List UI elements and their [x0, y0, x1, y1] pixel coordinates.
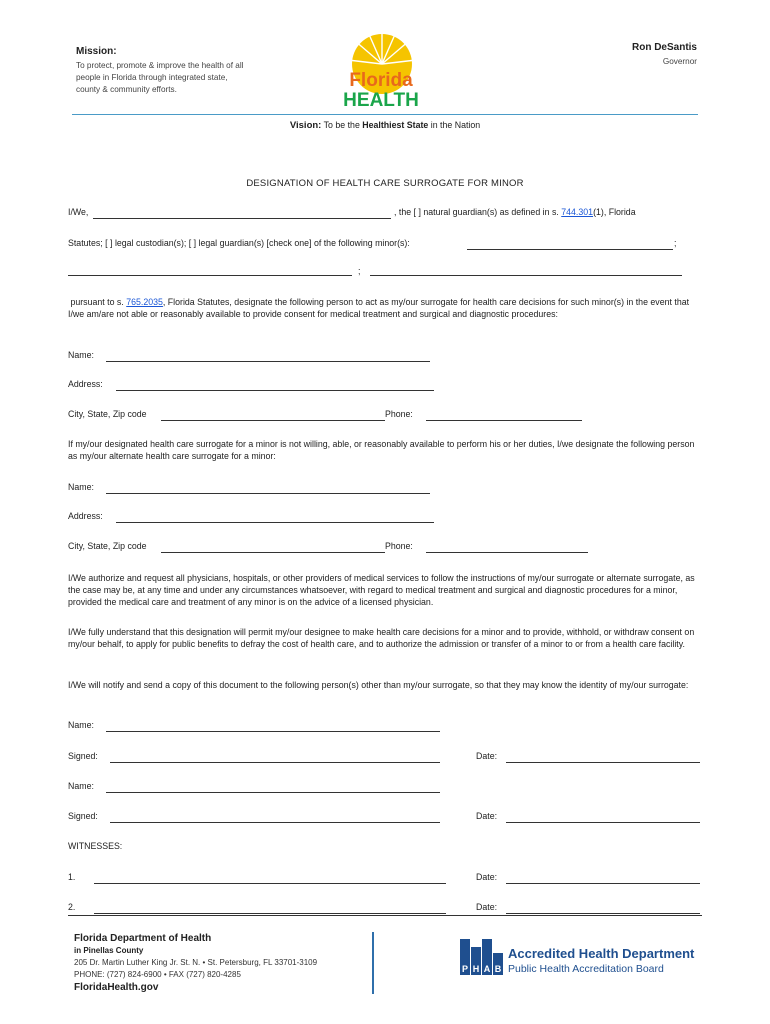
- minor-name-field-1[interactable]: [467, 249, 673, 250]
- witness-2-date-label: Date:: [476, 902, 498, 912]
- vision-bold: Healthiest State: [362, 120, 429, 130]
- notify-name-label-1: Name:: [68, 720, 94, 730]
- logo-health-text: HEALTH: [343, 90, 419, 110]
- footer-org: Florida Department of Health: [74, 933, 212, 944]
- governor-title: Governor: [662, 57, 697, 66]
- surrogate-address-field[interactable]: [116, 390, 434, 391]
- natural-guardian-text: , the [ ] natural guardian(s) as defined in s.: [394, 207, 559, 217]
- logo-florida-text: Florida: [349, 70, 413, 91]
- surrogate-phone-label: Phone:: [385, 409, 413, 419]
- alternate-city-field[interactable]: [161, 552, 385, 553]
- witness-1-number: 1.: [68, 872, 76, 882]
- alternate-phone-label: Phone:: [385, 541, 413, 551]
- footer-phone: PHONE: (727) 824-6900 • FAX (727) 820-4285: [74, 970, 241, 979]
- guardian-line-2: Statutes; [ ] legal custodian(s); [ ] legal guardian(s) [check one] of the following minor(s):: [68, 238, 410, 248]
- footer-vertical-divider: [372, 932, 374, 994]
- statute-765-link[interactable]: 765.2035: [126, 297, 163, 307]
- witness-2-number: 2.: [68, 902, 76, 912]
- surrogate-address-label: Address:: [68, 379, 103, 389]
- alternate-name-label: Name:: [68, 482, 94, 492]
- witness-2-date-field[interactable]: [506, 913, 700, 914]
- date-field-2[interactable]: [506, 822, 700, 823]
- footer-website-link[interactable]: FloridaHealth.gov: [74, 982, 159, 993]
- document-title: DESIGNATION OF HEALTH CARE SURROGATE FOR MINOR: [246, 178, 524, 189]
- alternate-name-field[interactable]: [106, 493, 430, 494]
- sun-icon: [342, 26, 420, 110]
- statute-744-link[interactable]: 744.301: [561, 207, 594, 217]
- phab-letter-b: B: [494, 964, 502, 974]
- date-field-1[interactable]: [506, 762, 700, 763]
- header-divider: [72, 114, 698, 115]
- line3-separator: ;: [358, 266, 361, 276]
- signed-label-2: Signed:: [68, 811, 98, 821]
- authorization-paragraph: I/We authorize and request all physicians, hospitals, or other providers of medical services to follow the instructions of my/our surrogate or alternate surrogate, as the case may be, at any time and under any circumstances whatsoever, with regard to medical treatment and surgical and diagnostic procedures for a minor, provided the medical care and treatment of any minor is on the advice of a licensed physician.: [68, 573, 695, 607]
- alternate-paragraph: If my/our designated health care surrogate for a minor is not willing, able, or reasonably available to perform his or her duties, I/we designate the following person as my/our alternate health care surrogate for a minor:: [68, 439, 695, 461]
- surrogate-city-field[interactable]: [161, 420, 385, 421]
- witness-2-field[interactable]: [94, 913, 446, 914]
- phab-letter-a: A: [483, 964, 491, 974]
- witness-1-field[interactable]: [94, 883, 446, 884]
- phab-letter-p: P: [461, 964, 469, 974]
- alternate-city-label: City, State, Zip code: [68, 541, 147, 551]
- guardian-name-field[interactable]: [93, 218, 391, 219]
- florida-health-logo: [342, 26, 420, 110]
- line1-post: (1), Florida: [593, 207, 636, 217]
- notification-paragraph: I/We will notify and send a copy of this document to the following person(s) other than my/our surrogate, so that they may know the identity of my/our surrogate:: [68, 680, 689, 690]
- para1-pre: pursuant to s.: [70, 297, 124, 307]
- signed-label-1: Signed:: [68, 751, 98, 761]
- iwe-label: I/We,: [68, 207, 89, 217]
- witnesses-label: WITNESSES:: [68, 841, 123, 851]
- phab-logo-icon: [458, 937, 504, 977]
- alternate-address-label: Address:: [68, 511, 103, 521]
- footer-address: 205 Dr. Martin Luther King Jr. St. N. • St. Petersburg, FL 33701-3109: [74, 958, 318, 967]
- footer-county: in Pinellas County: [74, 946, 144, 955]
- phab-logo: [458, 937, 504, 977]
- minor-name-field-3[interactable]: [370, 275, 682, 276]
- phab-line-2: Public Health Accreditation Board: [508, 963, 664, 975]
- signature-field-1[interactable]: [110, 762, 440, 763]
- guardian-line-1: [68, 207, 88, 217]
- alternate-phone-field[interactable]: [426, 552, 588, 553]
- phab-letter-h: H: [472, 964, 480, 974]
- vision-label: Vision:: [289, 120, 322, 131]
- line2-end: ;: [674, 238, 677, 248]
- notify-name-field-1[interactable]: [106, 731, 440, 732]
- vision-statement: [0, 120, 770, 131]
- guardian-line-1-tail: [394, 207, 636, 217]
- designation-paragraph: [68, 296, 704, 320]
- footer-divider: [68, 915, 702, 916]
- alternate-address-field[interactable]: [116, 522, 434, 523]
- notify-name-field-2[interactable]: [106, 792, 440, 793]
- phab-line-1: Accredited Health Department: [508, 946, 695, 961]
- date-label-1: Date:: [476, 751, 498, 761]
- governor-name: Ron DeSantis: [631, 42, 697, 53]
- mission-text: To protect, promote & improve the health of all people in Florida through integrated state, county & community efforts.: [76, 61, 244, 94]
- understanding-paragraph: I/We fully understand that this designation will permit my/our designee to make health care decisions for a minor and to provide, withhold, or withdraw consent on my/our behalf, to apply for public benefits to defray the cost of health care, and to authorize the admission or transfer of a minor to or from a health care facility.: [68, 627, 695, 649]
- mission-title: Mission:: [76, 46, 117, 57]
- para1-post: , Florida Statutes, designate the following person to act as my/our surrogate for health care decisions for such minor(s) in the event that I/we am/are not able or reasonably available to provide consent for medical treatment and surgical and diagnostic procedures:: [68, 297, 690, 319]
- surrogate-phone-field[interactable]: [426, 420, 582, 421]
- date-label-2: Date:: [476, 811, 498, 821]
- witness-1-date-label: Date:: [476, 872, 498, 882]
- vision-pre: To be the: [323, 120, 360, 130]
- notify-name-label-2: Name:: [68, 781, 94, 791]
- vision-post: in the Nation: [430, 120, 481, 130]
- signature-field-2[interactable]: [110, 822, 440, 823]
- witness-1-date-field[interactable]: [506, 883, 700, 884]
- surrogate-name-field[interactable]: [106, 361, 430, 362]
- minor-name-field-2[interactable]: [68, 275, 352, 276]
- surrogate-name-label: Name:: [68, 350, 94, 360]
- surrogate-city-label: City, State, Zip code: [68, 409, 147, 419]
